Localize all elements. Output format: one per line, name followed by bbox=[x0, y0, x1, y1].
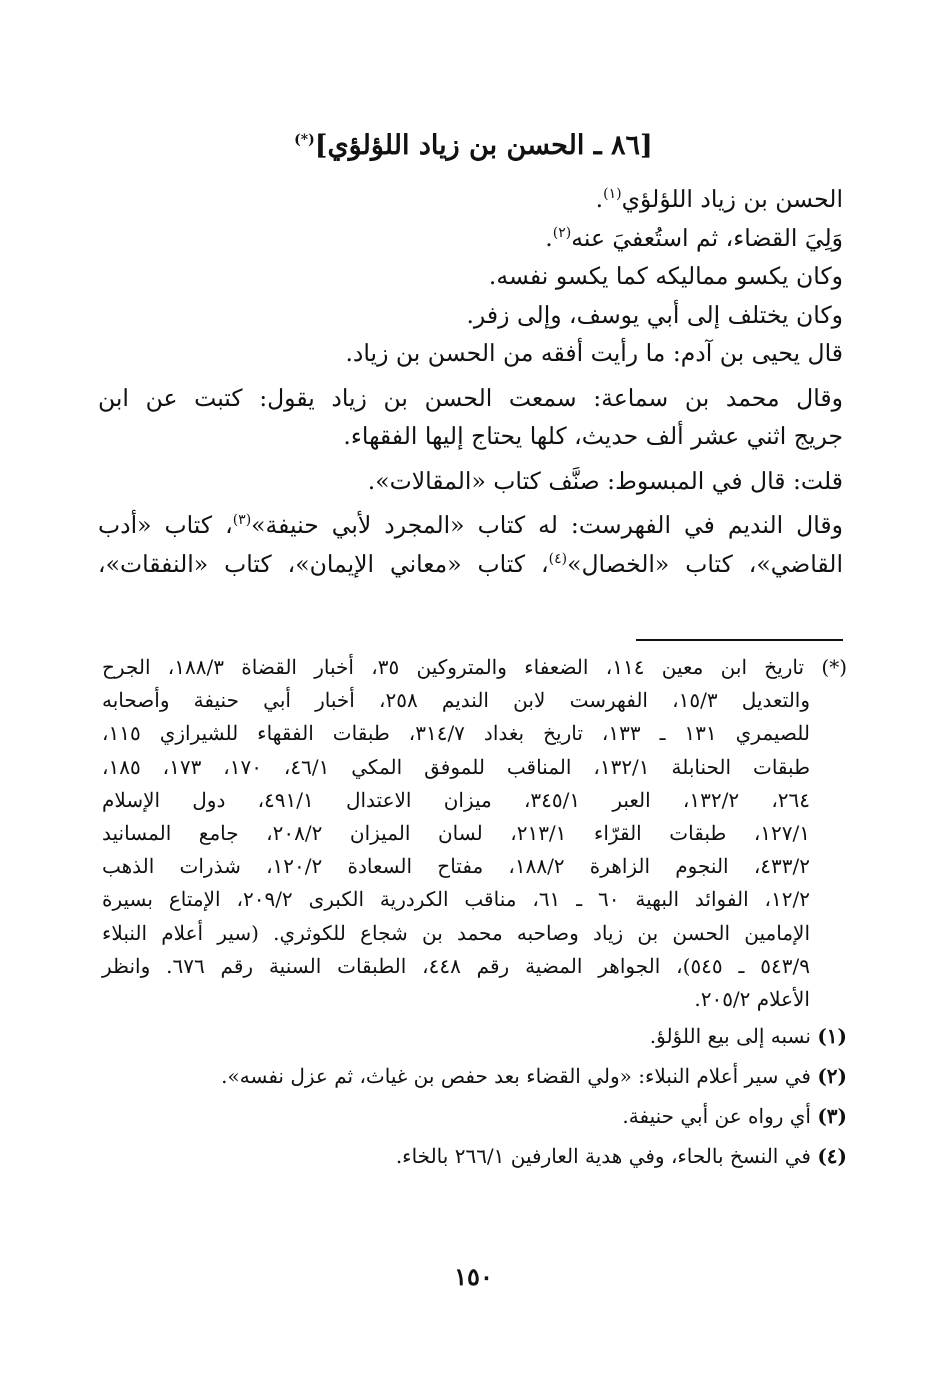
footnote-2 bbox=[102, 1056, 847, 1096]
page-number: ١٥٠ bbox=[454, 1262, 493, 1291]
heading-note-marker: (*) bbox=[294, 132, 315, 148]
heading-text: [٨٦ ـ الحسن بن زياد اللؤلؤي] bbox=[314, 130, 653, 161]
entry-body bbox=[98, 180, 843, 583]
footnote-3 bbox=[102, 1096, 847, 1136]
body-line: وكان يختلف إلى أبي يوسف، وإلى زفر. bbox=[466, 300, 843, 329]
footnote-number: (٢) bbox=[817, 1064, 847, 1089]
sources-note-line: ١٢٧/١، طبقات القرّاء ٢١٣/١، لسان الميزان ٢٠٨/٢، جامع المسانيد bbox=[102, 821, 810, 846]
footnote-number: (١) bbox=[817, 1024, 847, 1049]
footnote-ref: (٣) bbox=[232, 512, 252, 529]
body-line: قال يحيى بن آدم: ما رأيت أفقه من الحسن بن زياد. bbox=[345, 339, 843, 367]
sources-note-line: (*) تاريخ ابن معين ١١٤، الضعفاء والمتروكين ٣٥، أخبار القضاة ١٨٨/٣، الجرح bbox=[102, 655, 847, 679]
sources-note-line: ٥٤٣/٩ ـ ٥٤٥)، الجواهر المضية رقم ٤٤٨، الطبقات السنية رقم ٦٧٦. وانظر bbox=[102, 953, 810, 978]
body-line: جريج اثني عشر ألف حديث، كلها يحتاج إليها الفقهاء. bbox=[343, 422, 843, 450]
sources-note-line: ٢٦٤، ١٣٢/٢، العبر ٣٤٥/١، ميزان الاعتدال ٤٩١/١، دول الإسلام bbox=[102, 787, 811, 812]
sources-note-line: الإمامين الحسن بن زياد وصاحبه محمد بن شجاع للكوثري. (سير أعلام النبلاء bbox=[102, 920, 810, 945]
footnote-1 bbox=[102, 1016, 847, 1056]
entry-heading bbox=[100, 126, 847, 166]
body-line: وقال محمد بن سماعة: سمعت الحسن بن زياد يقول: كتبت عن ابن bbox=[98, 383, 843, 412]
footnotes-section bbox=[102, 651, 847, 1176]
footnote-number: (٤) bbox=[817, 1144, 847, 1169]
footnote-text: في سير أعلام النبلاء: «ولي القضاء بعد حفص بن غياث، ثم عزل نفسه». bbox=[221, 1064, 811, 1089]
footnote-text: نسبه إلى بيع اللؤلؤ. bbox=[649, 1024, 811, 1049]
body-line: القاضي»، كتاب «الخصال»$^{(٤)}$، كتاب «معاني الإيمان»، كتاب «النفقات»، bbox=[98, 549, 843, 578]
sources-note-line: ٤٣٣/٢، النجوم الزاهرة ١٨٨/٢، مفتاح السعادة ١٢٠/٢، شذرات الذهب bbox=[102, 854, 810, 879]
sources-note-line: الأعلام ٢٠٥/٢. bbox=[694, 987, 810, 1012]
footnote-text: في النسخ بالحاء، وفي هدية العارفين ٢٦٦/١ بالخاء. bbox=[395, 1144, 811, 1169]
sources-note-marker: (*) bbox=[821, 655, 847, 679]
body-line: الحسن بن زياد اللؤلؤي$^{(١)}$. bbox=[595, 185, 843, 213]
footnote-ref: (١) bbox=[603, 186, 622, 203]
footnote-ref: (٤) bbox=[548, 550, 568, 567]
footnote-ref: (٢) bbox=[552, 224, 572, 241]
footnote-number: (٣) bbox=[817, 1104, 847, 1129]
body-line: وقال النديم في الفهرست: له كتاب «المجرد لأبي حنيفة»$^{(٣)}$، كتاب «أدب bbox=[98, 511, 843, 539]
body-line: وكان يكسو مماليكه كما يكسو نفسه. bbox=[488, 262, 843, 290]
footnote-separator bbox=[636, 639, 843, 641]
body-line: وَلِيَ القضاء، ثم استُعفيَ عنه$^{(٢)}$. bbox=[545, 223, 843, 252]
footnote-text: أي رواه عن أبي حنيفة. bbox=[622, 1104, 811, 1129]
body-line: قلت: قال في المبسوط: صنَّف كتاب «المقالات». bbox=[367, 466, 843, 495]
sources-note-line: ١٢/٢، الفوائد البهية ٦٠ ـ ٦١، مناقب الكردرية الكبرى ٢٠٩/٢، الإمتاع بسيرة bbox=[102, 887, 810, 912]
sources-note-line: طبقات الحنابلة ١٣٢/١، المناقب للموفق المكي ٤٦/١، ١٧٠، ١٧٣، ١٨٥، bbox=[102, 754, 811, 779]
sources-note-line: والتعديل ١٥/٣، الفهرست لابن النديم ٢٥٨، أخبار أبي حنيفة وأصحابه bbox=[102, 688, 811, 713]
sources-note-line: للصيمري ١٣١ ـ ١٣٣، تاريخ بغداد ٣١٤/٧، طبقات الفقهاء للشيرازي ١١٥، bbox=[102, 721, 810, 746]
footnote-4 bbox=[102, 1136, 847, 1176]
sources-note bbox=[102, 651, 847, 1016]
